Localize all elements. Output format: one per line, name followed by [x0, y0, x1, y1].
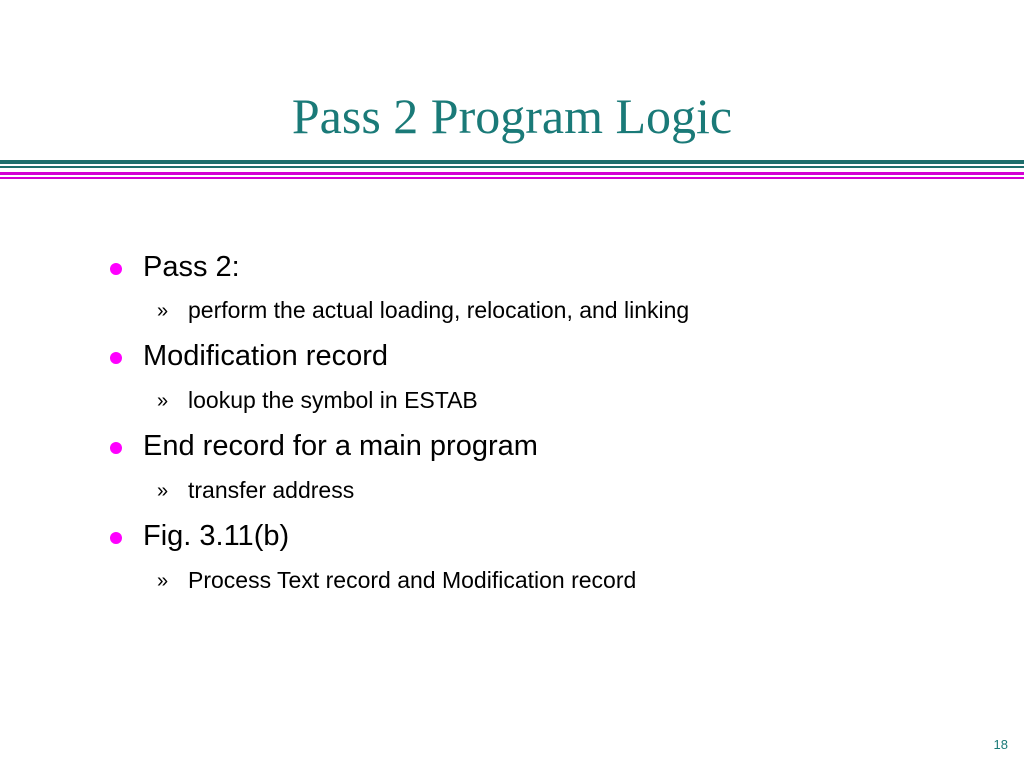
sub-bullet-item: transfer address: [188, 477, 355, 503]
sub-bullet-marker: »: [157, 390, 169, 412]
bullet-item: End record for a main program: [143, 430, 538, 462]
sub-bullet-item: Process Text record and Modification record: [188, 567, 637, 593]
bullet-item: Pass 2:: [143, 251, 240, 283]
sub-bullet-item: perform the actual loading, relocation, and linking: [188, 297, 690, 323]
sub-bullet-marker: »: [157, 300, 169, 322]
bullet-dot-icon: [110, 352, 122, 364]
bullet-item: Fig. 3.11(b): [143, 520, 290, 552]
bullet-item: Modification record: [143, 340, 388, 372]
sub-bullet-item: lookup the symbol in ESTAB: [188, 387, 478, 413]
slide-title: Pass 2 Program Logic: [291, 88, 733, 144]
bullet-dot-icon: [110, 532, 122, 544]
bullet-dot-icon: [110, 442, 122, 454]
bullet-dot-icon: [110, 263, 122, 275]
sub-bullet-marker: »: [157, 570, 169, 592]
page-number: 18: [993, 737, 1008, 752]
sub-bullet-marker: »: [157, 480, 169, 502]
